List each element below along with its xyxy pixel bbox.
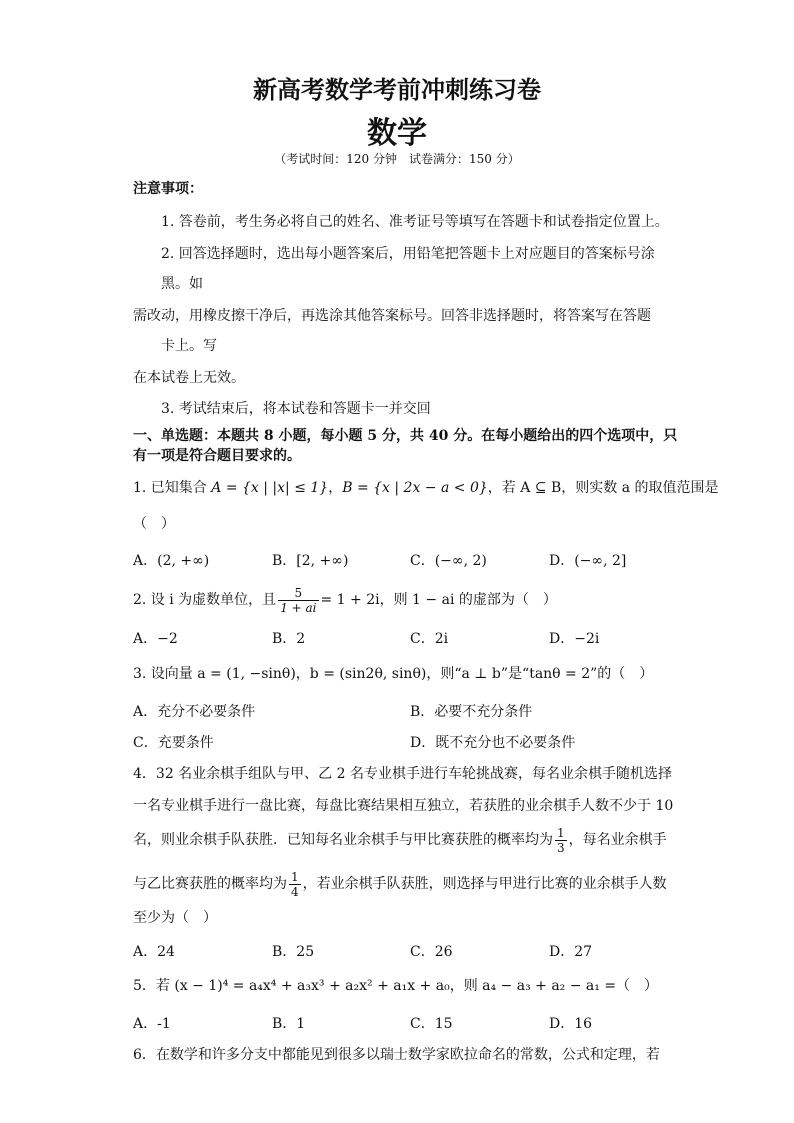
question-5-stem: 5．若 (x − 1)⁴ = a₄x⁴ + a₃x³ + a₂x² + a₁x + a₀，则 a₄ − a₃ + a₂ − a₁ =（ ）	[133, 978, 659, 994]
q1-sep: ，	[328, 480, 343, 496]
note-2-line-1: 2. 回答选择题时，选出每小题答案后，用铅笔把答题卡上对应题目的答案标号涂	[161, 246, 655, 262]
q5-option-d: D．16	[549, 1016, 593, 1032]
question-4-line-2: 一名专业棋手进行一盘比赛，每盘比赛结果相互独立，若获胜的业余棋手人数不少于 10	[133, 798, 674, 814]
q2-option-d: D．−2i	[549, 631, 600, 647]
question-4-line-1: 4．32 名业余棋手组队与甲、乙 2 名专业棋手进行车轮挑战赛，每名业余棋手随机选择	[133, 766, 672, 782]
section-heading-line-1: 一、单选题：本题共 8 小题，每小题 5 分，共 40 分。在每小题给出的四个选项中，只	[133, 428, 678, 444]
q1-option-b: B．[2, +∞)	[272, 553, 349, 569]
q1-option-d: D．(−∞, 2]	[549, 553, 627, 569]
question-4-line-3	[133, 822, 667, 858]
q3-option-c: C．充要条件	[133, 735, 214, 751]
q1-suffix: ，若 A ⊆ B，则实数 a 的取值范围是	[487, 480, 719, 496]
q4-option-b: B．25	[272, 944, 315, 960]
q1-prefix: 1. 已知集合	[133, 480, 212, 496]
q4-frac2-num: 1	[291, 869, 299, 884]
note-1: 1. 答卷前，考生务必将自己的姓名、准考证号等填写在答题卡和试卷指定位置上。	[161, 214, 669, 230]
note-3: 3. 考试结束后，将本试卷和答题卡一并交回	[161, 401, 431, 417]
q5-option-c: C．15	[410, 1016, 453, 1032]
question-4-line-5: 至少为（ ）	[133, 910, 217, 926]
question-1-stem	[133, 478, 719, 498]
q5-option-a: A．-1	[133, 1016, 171, 1032]
q4-l4-tail: ，若业余棋手队获胜，则选择与甲进行比赛的业余棋手人数	[302, 876, 667, 892]
note-2-line-4: 卡上。写	[161, 338, 217, 354]
q2-option-c: C．2i	[410, 631, 449, 647]
notes-heading: 注意事项：	[133, 181, 203, 197]
q1-option-a: A．(2, +∞)	[133, 553, 210, 569]
q2-suffix: = 1 + 2i，则 1 − ai 的虚部为（ ）	[320, 592, 557, 608]
q1-option-c: C．(−∞, 2)	[410, 553, 487, 569]
q3-option-d: D．既不充分也不必要条件	[410, 735, 576, 751]
question-4-line-4	[133, 866, 667, 902]
q3-option-b: B．必要不充分条件	[410, 704, 533, 720]
q2-frac-den: 1 + ai	[280, 600, 317, 615]
question-6-line-1: 6．在数学和许多分支中都能见到很多以瑞士数学家欧拉命名的常数，公式和定理，若	[133, 1047, 660, 1063]
q2-fraction	[278, 586, 318, 615]
q4-l3-text: 名，则业余棋手队获胜．已知每名业余棋手与甲比赛获胜的概率均为	[133, 832, 553, 848]
q4-option-a: A．24	[133, 944, 175, 960]
note-2-line-3: 需改动，用橡皮擦干净后，再选涂其他答案标号。回答非选择题时，将答案写在答题	[133, 308, 651, 324]
q1-set-a: A = {x | |x| ≤ 1}	[211, 480, 329, 496]
exam-info: （考试时间：120 分钟 试卷满分：150 分）	[274, 152, 520, 166]
q2-option-a: A．−2	[133, 631, 178, 647]
question-2-stem	[133, 582, 557, 618]
q3-option-a: A．充分不必要条件	[133, 704, 256, 720]
q4-l3-tail: ，每名业余棋手	[568, 832, 667, 848]
q5-option-b: B．1	[272, 1016, 306, 1032]
question-1-paren: （ ）	[133, 516, 175, 532]
q4-option-d: D．27	[549, 944, 593, 960]
question-3-stem: 3. 设向量 a = (1, −sinθ)，b = (sin2θ, sinθ)，则“a ⊥ b”是“tanθ = 2”的（ ）	[133, 666, 654, 682]
note-2-line-5: 在本试卷上无效。	[133, 370, 245, 386]
subject-title: 数学	[367, 116, 427, 151]
q4-fraction-1	[555, 826, 567, 855]
q4-fraction-2	[289, 870, 301, 899]
q4-frac1-den: 3	[557, 840, 565, 855]
q1-set-b: B = {x | 2x − a < 0}	[342, 480, 488, 496]
exam-title: 新高考数学考前冲刺练习卷	[253, 75, 541, 104]
q2-option-b: B．2	[272, 631, 306, 647]
q4-option-c: C．26	[410, 944, 453, 960]
q4-frac2-den: 4	[291, 884, 299, 899]
q2-prefix: 2. 设 i 为虚数单位，且	[133, 592, 277, 608]
q2-frac-num: 5	[278, 586, 318, 601]
note-2-line-2: 黑。如	[161, 276, 203, 292]
q4-frac1-num: 1	[557, 825, 565, 840]
section-heading-line-2: 有一项是符合题目要求的。	[133, 448, 301, 464]
q4-l4-text: 与乙比赛获胜的概率均为	[133, 876, 287, 892]
